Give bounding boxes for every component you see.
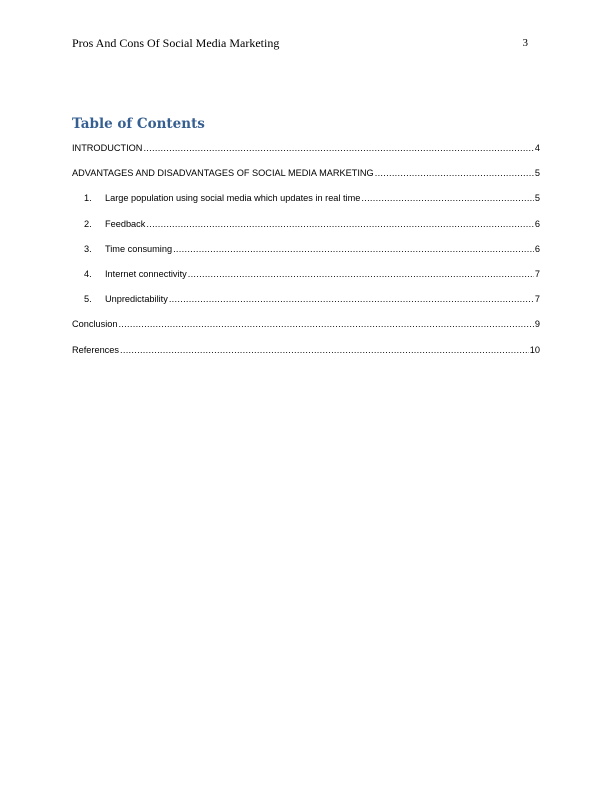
dot-leader [188,268,534,280]
toc-entry-page: 10 [529,344,540,355]
toc-entry-label: References [72,344,119,355]
toc-entry-page: 5 [534,168,540,179]
toc-entry-page: 6 [534,218,540,229]
dot-leader [375,167,534,179]
dot-leader [143,142,533,154]
table-of-contents [72,142,540,369]
toc-entry-number: 2. [84,218,92,229]
toc-entry-page: 7 [534,268,540,279]
toc-entry-large-population[interactable] [72,192,540,217]
toc-entry-page: 9 [534,319,540,330]
toc-entry-time-consuming[interactable] [72,243,540,268]
toc-entry-unpredictability[interactable] [72,293,540,318]
toc-entry-label: Unpredictability [105,294,168,305]
running-head-title: Pros And Cons Of Social Media Marketing [72,36,280,50]
toc-entry-label: Conclusion [72,319,118,330]
toc-entry-label: ADVANTAGES AND DISADVANTAGES OF SOCIAL MEDIA MARKETING [72,168,374,179]
running-head [72,36,528,52]
dot-leader [146,218,534,230]
page-number: 3 [522,37,528,49]
dot-leader [173,243,534,255]
toc-entry-label: INTRODUCTION [72,143,143,153]
dot-leader [361,192,534,204]
dot-leader [120,344,529,356]
toc-entry-label: Large population using social media which updates in real time [105,193,361,204]
toc-entry-label: Time consuming [105,243,173,254]
toc-entry-page: 6 [534,243,540,254]
toc-entry-label: Internet connectivity [105,268,187,279]
toc-entry-introduction[interactable] [72,142,540,167]
dot-leader [169,293,534,305]
toc-entry-references[interactable] [72,344,540,369]
toc-entry-feedback[interactable] [72,218,540,243]
toc-entry-page: 7 [534,294,540,305]
toc-entry-number: 5. [84,294,92,305]
toc-entry-page: 4 [534,143,540,153]
toc-entry-number: 3. [84,243,92,254]
toc-entry-page: 5 [534,193,540,204]
toc-entry-advantages-disadvantages[interactable] [72,167,540,192]
toc-entry-number: 1. [84,193,92,204]
dot-leader [118,318,533,330]
toc-entry-conclusion[interactable] [72,318,540,343]
toc-entry-internet-connectivity[interactable] [72,268,540,293]
toc-heading: Table of Contents [72,116,205,132]
toc-entry-number: 4. [84,268,92,279]
toc-entry-label: Feedback [105,218,146,229]
